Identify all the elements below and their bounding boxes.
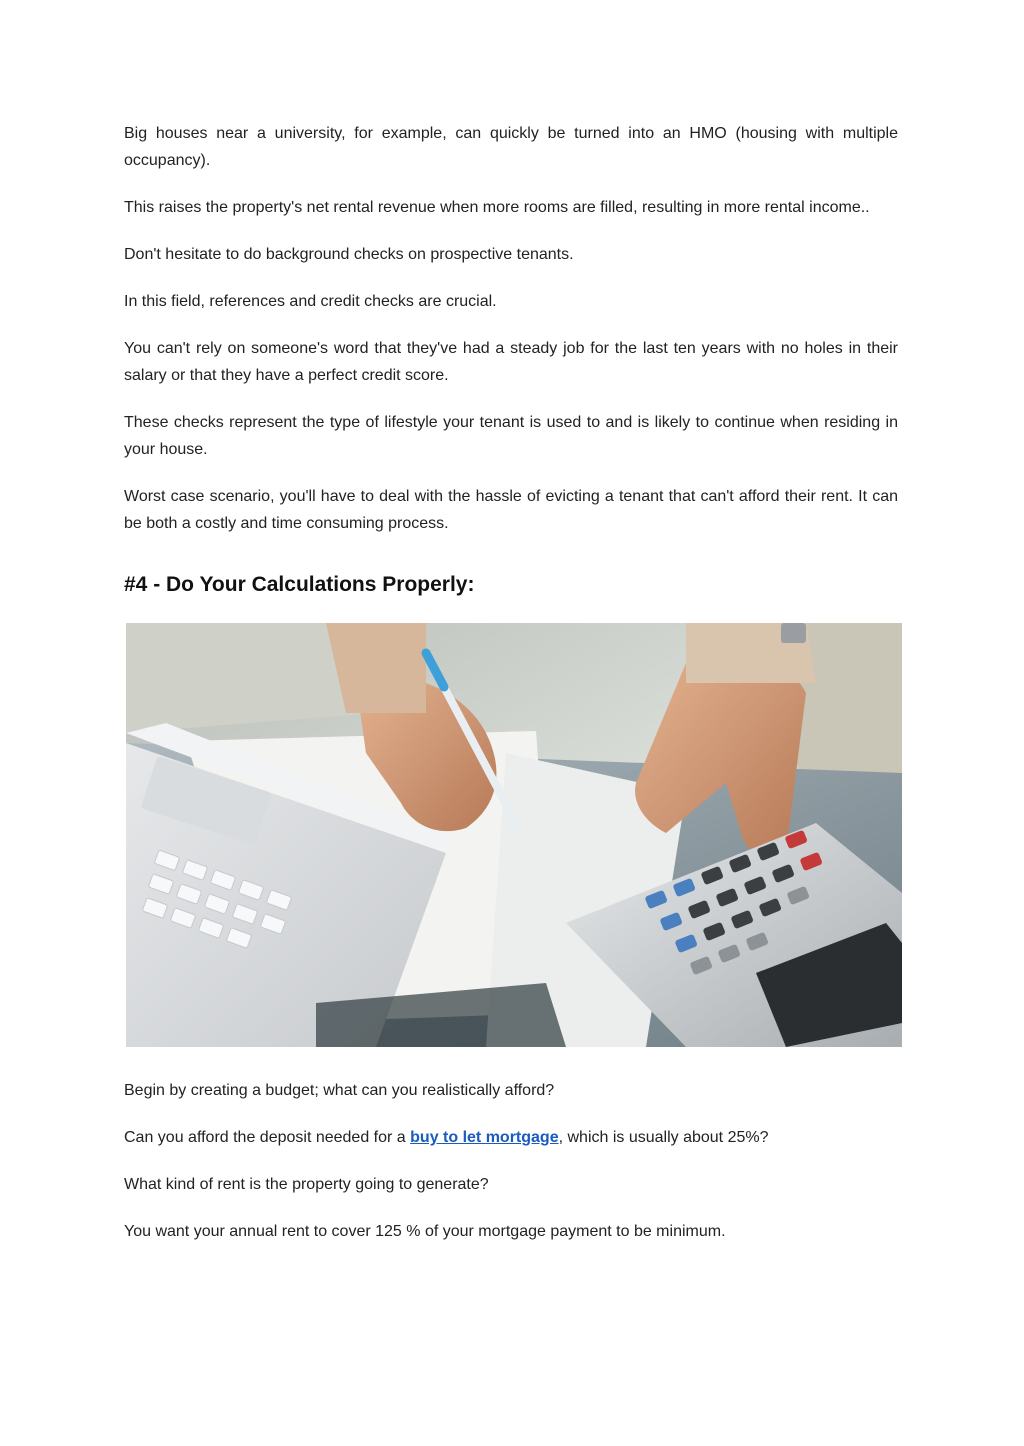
buy-to-let-mortgage-link[interactable]: buy to let mortgage: [410, 1129, 559, 1146]
paragraph-rent-generate: What kind of rent is the property going to generate?: [124, 1176, 489, 1193]
paragraph-worst-case: Worst case scenario, you'll have to deal with the hassle of evicting a tenant that can't afford their rent. It can be both a costly and time consuming process.: [124, 488, 898, 532]
deposit-text-after: , which is usually about 25%?: [558, 1129, 769, 1146]
calculator-photo: [126, 623, 902, 1047]
document-page: [124, 120, 898, 1265]
section-heading: #4 - Do Your Calculations Properly:: [124, 573, 475, 596]
paragraph-deposit: [124, 1124, 898, 1151]
paragraph-budget: Begin by creating a budget; what can you realistically afford?: [124, 1082, 555, 1099]
paragraph-hmo: Big houses near a university, for example, can quickly be turned into an HMO (housing with multiple occupancy).: [124, 125, 898, 169]
deposit-text-before: Can you afford the deposit needed for a: [124, 1129, 411, 1146]
paragraph-steady-job: You can't rely on someone's word that they've had a steady job for the last ten years with no holes in their salary or that they have a perfect credit score.: [124, 340, 898, 384]
paragraph-annual-rent: You want your annual rent to cover 125 % of your mortgage payment to be minimum.: [124, 1223, 726, 1240]
paragraph-lifestyle: These checks represent the type of lifestyle your tenant is used to and is likely to continue when residing in your house.: [124, 414, 898, 458]
paragraph-background-checks: Don't hesitate to do background checks on prospective tenants.: [124, 246, 574, 263]
paragraph-references: In this field, references and credit checks are crucial.: [124, 293, 497, 310]
paragraph-rental-revenue: This raises the property's net rental revenue when more rooms are filled, resulting in more rental income..: [124, 199, 870, 216]
